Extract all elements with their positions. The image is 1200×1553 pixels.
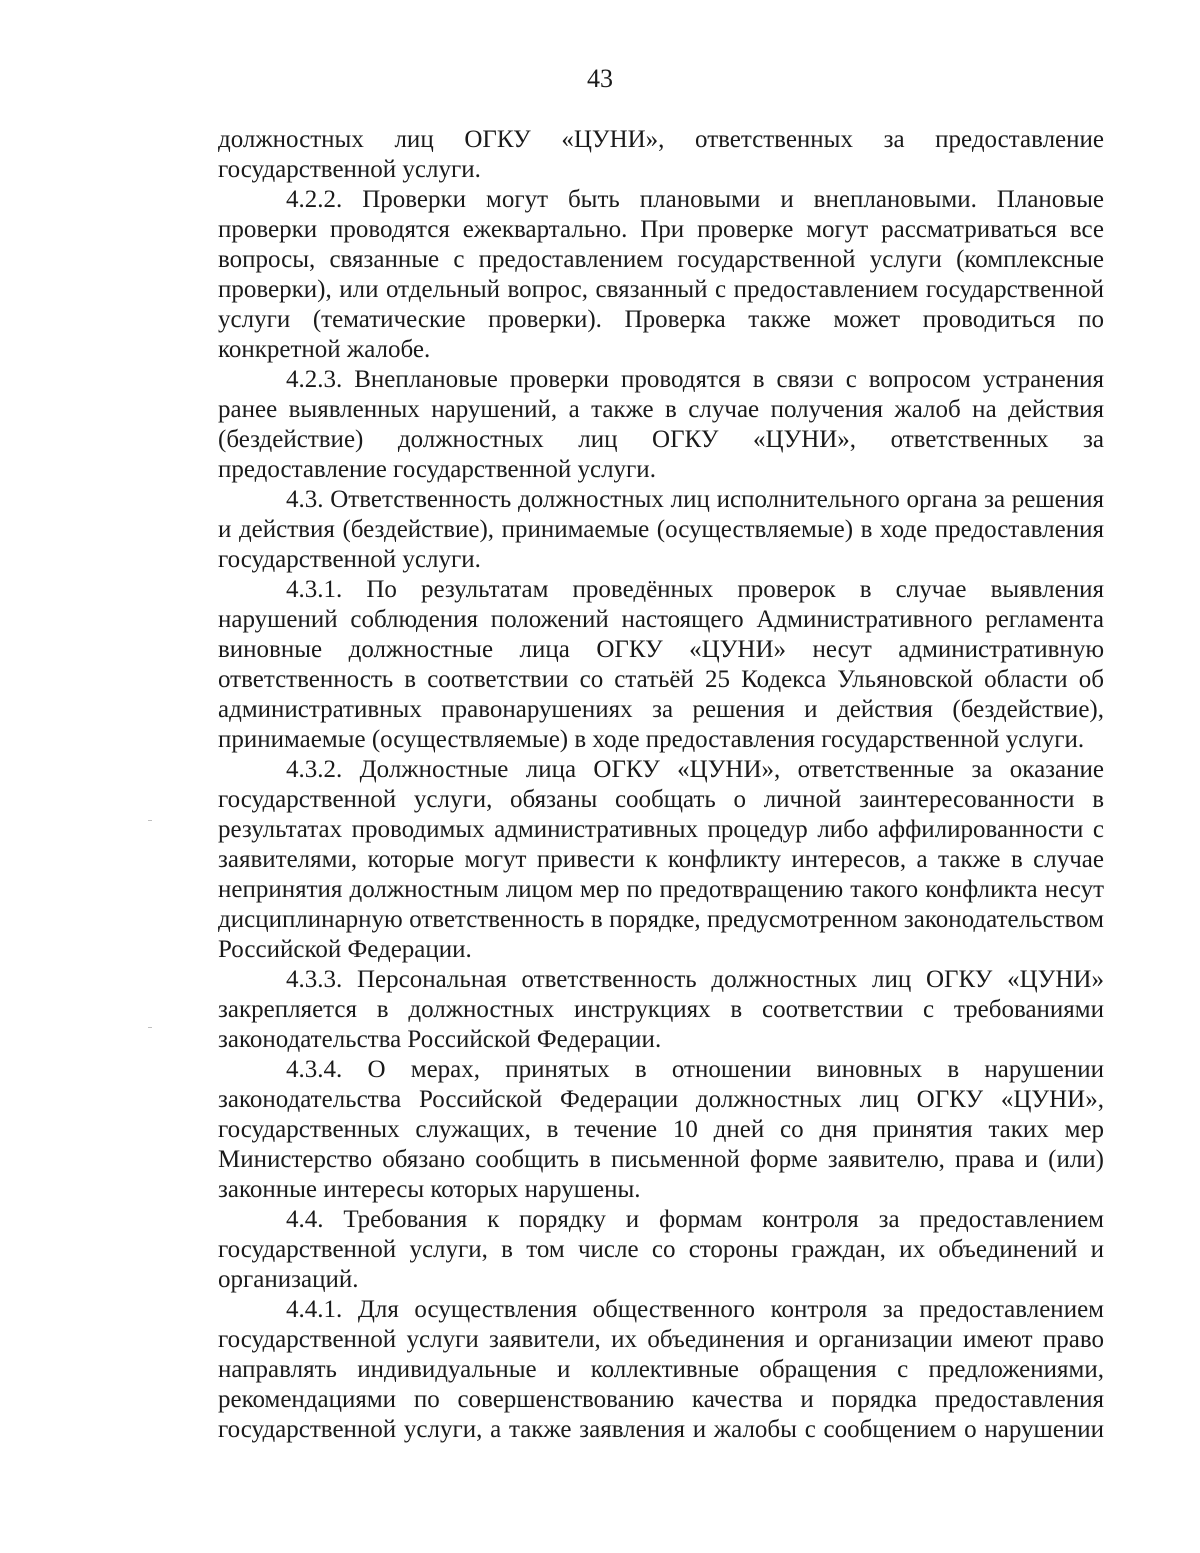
scan-artifact (148, 820, 152, 821)
paragraph-4-3-3: 4.3.3. Персональная ответственность должностных лиц ОГКУ «ЦУНИ» закрепляется в должностных инструкциях в соответствии с требованиями законодательства Российской Федерации. (218, 966, 1104, 1053)
paragraph-4-3: 4.3. Ответственность должностных лиц исполнительного органа за решения и действия (бездействие), принимаемые (осуществляемые) в ходе предоставления государственной услуги. (218, 486, 1104, 573)
paragraph-4-2-2: 4.2.2. Проверки могут быть плановыми и внеплановыми. Плановые проверки проводятся ежеквартально. При проверке могут рассматриваться все вопросы, связанные с предоставлением государственной услуги (комплексные проверки), или отдельный вопрос, связанный с предоставлением государственной услуги (тематические проверки). Проверка также может проводиться по конкретной жалобе. (218, 186, 1104, 363)
paragraph-4-4-1: 4.4.1. Для осуществления общественного контроля за предоставлением государственной услуги заявители, их объединения и организации имеют право направлять индивидуальные и коллективные обращения с предложениями, рекомендациями по совершенствованию качества и порядка предоставления государственной услуги, а также заявления и жалобы с сообщением о нарушении (218, 1296, 1104, 1443)
page-number: 43 (587, 64, 613, 93)
paragraph-4-3-4: 4.3.4. О мерах, принятых в отношении виновных в нарушении законодательства Российской Федерации должностных лиц ОГКУ «ЦУНИ», государственных служащих, в течение 10 дней со дня принятия таких мер Министерство обязано сообщить в письменной форме заявителю, права и (или) законные интересы которых нарушены. (218, 1056, 1104, 1203)
paragraph-4-3-1: 4.3.1. По результатам проведённых проверок в случае выявления нарушений соблюдения положений настоящего Административного регламента виновные должностные лица ОГКУ «ЦУНИ» несут административную ответственность в соответствии со статьёй 25 Кодекса Ульяновской области об административных правонарушениях за решения и действия (бездействие), принимаемые (осуществляемые) в ходе предоставления государственной услуги. (218, 576, 1104, 753)
scan-artifact (148, 1027, 152, 1028)
paragraph-4-3-2: 4.3.2. Должностные лица ОГКУ «ЦУНИ», ответственные за оказание государственной услуги, обязаны сообщать о личной заинтересованности в результатах проводимых административных процедур либо аффилированности с заявителями, которые могут привести к конфликту интересов, а также в случае непринятия должностным лицом мер по предотвращению такого конфликта несут дисциплинарную ответственность в порядке, предусмотренном законодательством Российской Федерации. (218, 756, 1104, 963)
document-body (218, 125, 1104, 1445)
paragraph-4-4: 4.4. Требования к порядку и формам контроля за предоставлением государственной услуги, в том числе со стороны граждан, их объединений и организаций. (218, 1206, 1104, 1293)
paragraph-4-2-3: 4.2.3. Внеплановые проверки проводятся в связи с вопросом устранения ранее выявленных нарушений, а также в случае получения жалоб на действия (бездействие) должностных лиц ОГКУ «ЦУНИ», ответственных за предоставление государственной услуги. (218, 366, 1104, 483)
paragraph-continuation: должностных лиц ОГКУ «ЦУНИ», ответственных за предоставление государственной услуги. (218, 126, 1104, 183)
